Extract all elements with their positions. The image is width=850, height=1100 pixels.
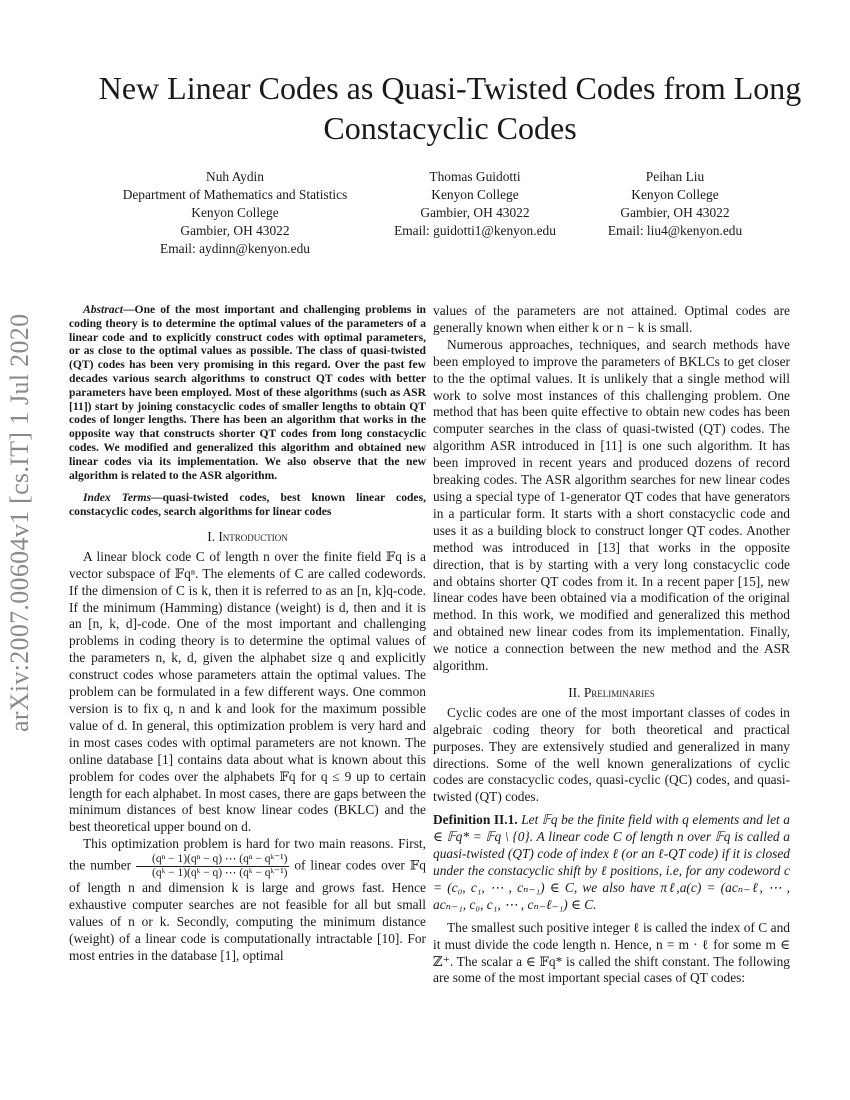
right-paragraph-3: Cyclic codes are one of the most important classes of codes in algebraic coding theory for both theoretical and practical purposes. They are extensively studied and generalized in many directions. Some of the well known generalizations of cyclic codes are constacyclic codes, quasi-cyclic (QC) codes, and quasi-twisted (QT) codes. xyxy=(433,704,790,805)
author-college: Kenyon College xyxy=(631,187,719,202)
right-paragraph-2: Numerous approaches, techniques, and search methods have been employed to improve the parameters of BKLCs to get closer to the the optimal values. It is unlikely that a single method will work to solve most instances of this challenging problem. One method that has been quite effective to obtain new codes has been computer searches in the class of quasi-twisted (QT) codes. The algorithm ASR introduced in [11] is one such algorithm. It has been improved in recent years and produced dozens of record breaking codes. The ASR algorithm searches for new linear codes using a special type of 1-generator QT codes that have generators in a particular form. It starts with a short constacyclic code and uses it as a building block to construct longer QT codes. Another method was introduced in [13] that works in the opposite direction, that is by starting with a very long constacyclic code and obtains shorter QT codes from it. In a recent paper [15], new linear codes have been obtained via a modification of the original method. In this work, we modified and generalized this method and obtained new linear codes from its implementation. Finally, we notice a connection between the new method and the ASR algorithm. xyxy=(433,336,790,674)
index-terms xyxy=(69,491,426,519)
arxiv-identifier: arXiv:2007.00604v1 [cs.IT] 1 Jul 2020 xyxy=(5,313,34,732)
author-city: Gambier, OH 43022 xyxy=(420,205,530,220)
author-email: Email: aydinn@kenyon.edu xyxy=(160,241,310,256)
left-column xyxy=(69,303,426,965)
fraction-denominator: (qᵏ − 1)(qᵏ − q) ⋯ (qᵏ − qᵏ⁻¹) xyxy=(152,867,288,880)
author-block-3 xyxy=(590,168,760,240)
author-college: Kenyon College xyxy=(431,187,519,202)
author-college: Kenyon College xyxy=(191,205,279,220)
abstract-text: —One of the most important and challenging problems in coding theory is to determine the optimal values of the parameters of a linear code and to explicitly construct codes with optimal parameters, or as close to the optimal values as possible. The class of quasi-twisted (QT) codes has been very promising in this regard. Over the past few decades various search algorithms to construct QT codes with better parameters have been employed. Most of these algorithms (such as ASR [11]) start by joining constacyclic codes of smaller lengths to obtain QT codes of longer lengths. There has been an algorithm that works in the opposite way that constructs shorter QT codes from long constacyclic codes. We modified and generalized this algorithm and obtained new linear codes via its implementation. We also observe that the new algorithm is related to the ASR algorithm. xyxy=(69,303,426,482)
index-terms-text: —quasi-twisted codes, best known linear codes, constacyclic codes, search algorithms for linear codes xyxy=(69,491,426,519)
intro-paragraph-1: A linear block code C of length n over the finite field 𝔽q is a vector subspace of 𝔽qⁿ. The elements of C are called codewords. If the dimension of C is k, then it is referred to as an [n, k]q-code. If the minimum (Hamming) distance (weight) is d, then and it is an [n, k, d]-code. One of the most important and challenging problems in coding theory is to determine the optimal values of the parameters n, k, d, given the alphabet size q and explicitly construct codes whose parameters attain the optimal values. The problem can be formulated in a few different ways. One common version is to fix q, n and k and look for the maximum possible value of d. In general, this optimization problem is very hard and in most cases codes with optimal parameters are not known. The online database [1] contains data about what is known about this problem for codes over the alphabets 𝔽q for q ≤ 9 up to certain length for each alphabet. In most cases, there are gaps between the minimum distances of best know linear codes (BKLC) and the best theoretical upper bound on d. xyxy=(69,548,426,835)
author-name: Nuh Aydin xyxy=(206,169,264,184)
author-email: Email: guidotti1@kenyon.edu xyxy=(394,223,556,238)
intro-paragraph-2 xyxy=(69,836,426,964)
intro-p2-end: of linear codes over 𝔽q of length n and dimension k is large and grows fast. Hence exhaustive computer searches are not feasible for all but small values of n or k. Secondly, computing the minimum distance (weight) of a linear code is computationally intractable [10]. For most entries in the database [1], optimal xyxy=(69,857,426,963)
abstract-label: Abstract xyxy=(83,303,123,316)
paper-title: New Linear Codes as Quasi-Twisted Codes from Long Constacyclic Codes xyxy=(98,70,802,146)
author-city: Gambier, OH 43022 xyxy=(180,223,290,238)
author-affiliation: Department of Mathematics and Statistics xyxy=(122,187,348,202)
definition-II-1 xyxy=(433,812,790,913)
codes-count-fraction xyxy=(136,853,289,880)
author-block-2 xyxy=(380,168,570,240)
index-terms-label: Index Terms xyxy=(83,491,152,505)
section-heading-introduction: I. Introduction xyxy=(207,528,288,544)
author-email: Email: liu4@kenyon.edu xyxy=(607,223,743,238)
section-heading-preliminaries: II. Preliminaries xyxy=(568,684,655,700)
author-name: Thomas Guidotti xyxy=(429,169,521,184)
fraction-numerator: (qⁿ − 1)(qⁿ − q) ⋯ (qⁿ − qᵏ⁻¹) xyxy=(136,853,289,867)
definition-text: Let 𝔽q be the finite field with q elements and let a ∈ 𝔽q* = 𝔽q \ {0}. A linear code C of length n over 𝔽q is called a quasi-twisted (QT) code of index ℓ (or an ℓ-QT code) if it is closed under the constacyclic shift by ℓ positions, i.e, for any codeword c = (c₀, c₁, ⋯ , cₙ₋₁) ∈ C, we also have πℓ,a(c) = (acₙ₋ℓ, ⋯ , acₙ₋₁, c₀, c₁, ⋯ , cₙ₋ℓ₋₁) ∈ C. xyxy=(433,812,790,912)
right-paragraph-1: values of the parameters are not attained. Optimal codes are generally known when either k or n − k is small. xyxy=(433,303,790,335)
author-block-1 xyxy=(100,168,370,258)
author-city: Gambier, OH 43022 xyxy=(620,205,730,220)
right-column xyxy=(433,303,790,987)
right-paragraph-4: The smallest such positive integer ℓ is called the index of C and it must divide the code length n. Hence, n = m · ℓ for some m ∈ ℤ⁺. The scalar a ∈ 𝔽q* is called the shift constant. The following are some of the most important special cases of QT codes: xyxy=(433,919,790,986)
intro-p2-start: This optimization problem is hard for two main reasons. First, the number xyxy=(69,836,426,873)
author-name: Peihan Liu xyxy=(645,169,705,184)
abstract xyxy=(69,303,426,482)
definition-label: Definition II.1. xyxy=(433,812,518,828)
